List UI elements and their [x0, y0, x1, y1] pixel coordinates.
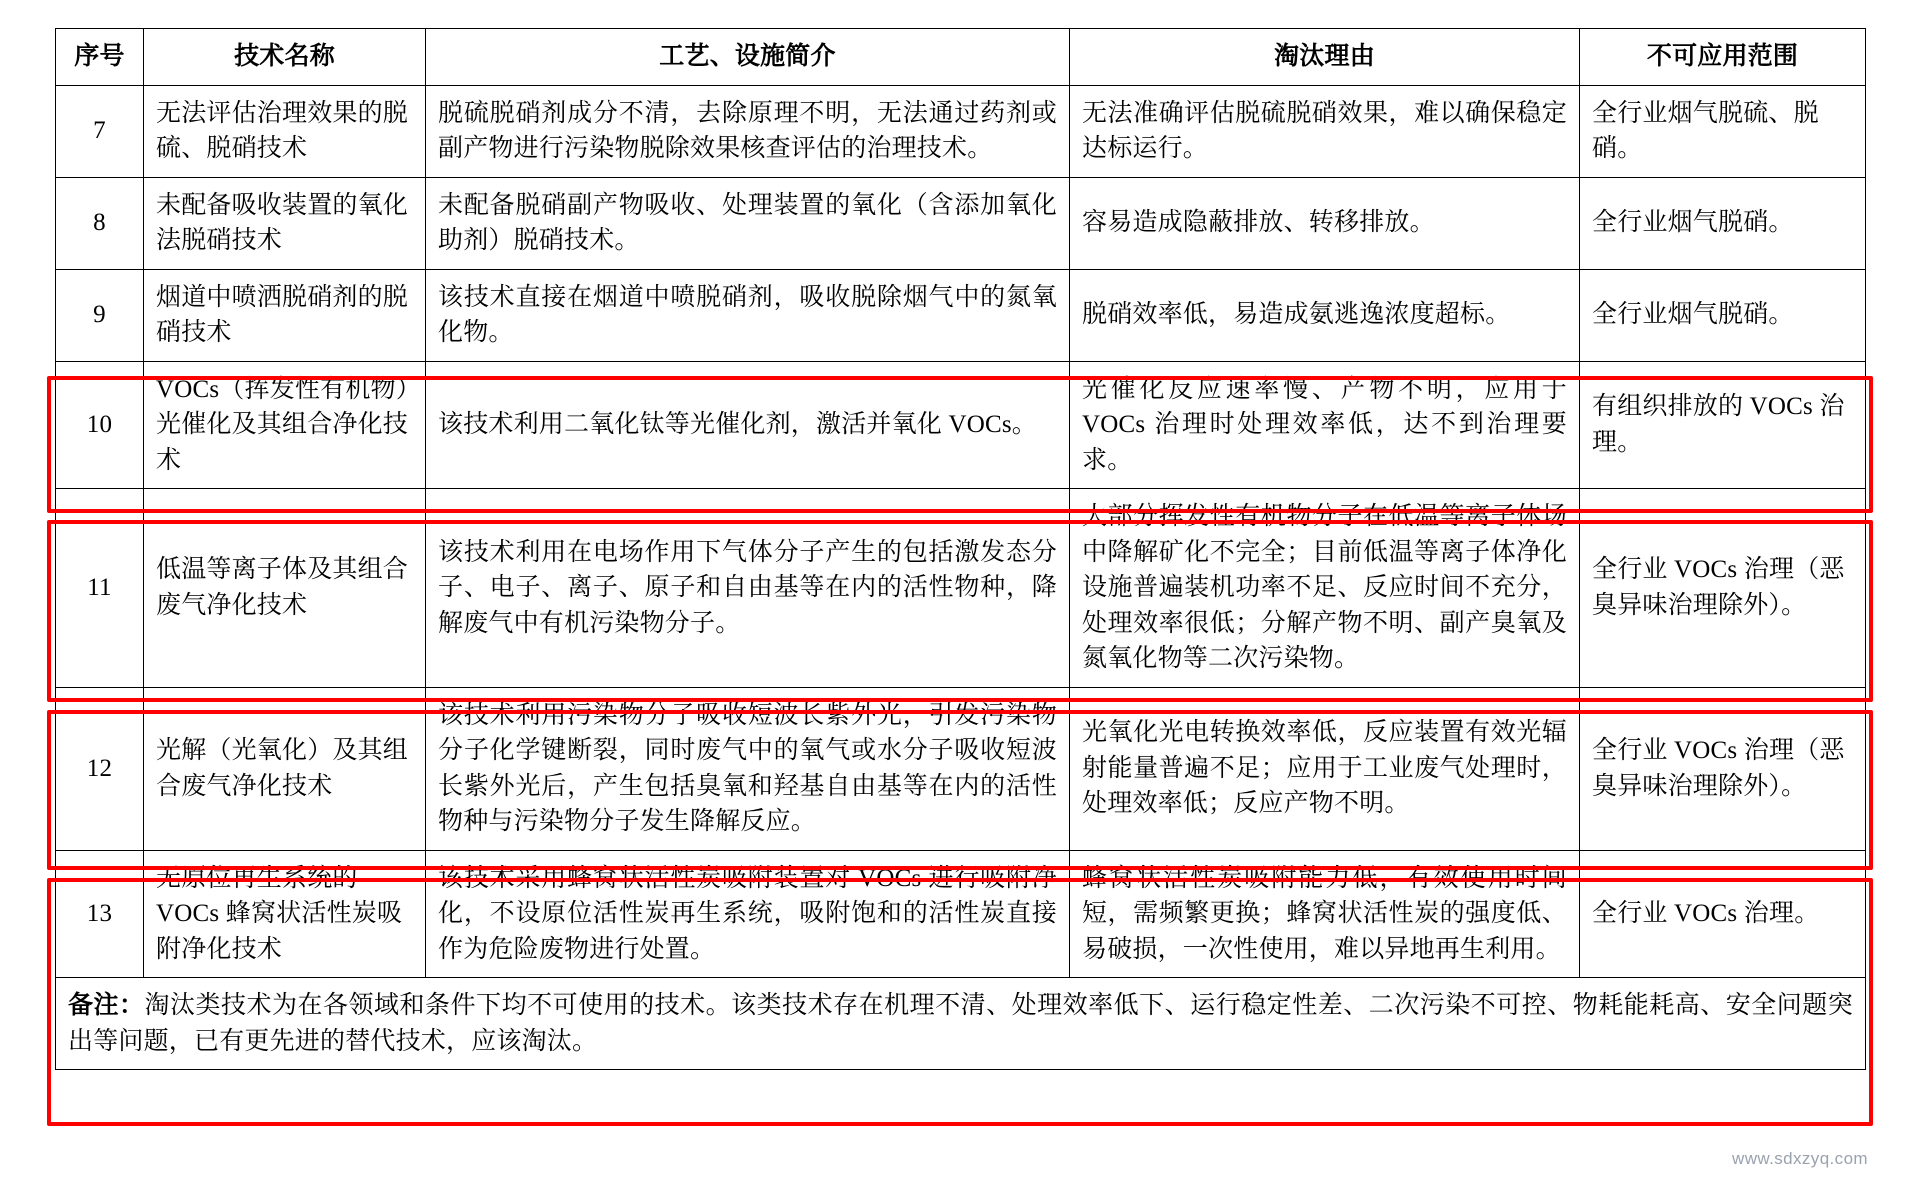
- note-cell: [56, 978, 1866, 1070]
- cell-desc: 该技术采用蜂窝状活性炭吸附装置对 VOCs 进行吸附净化，不设原位活性炭再生系统，吸附饱和的活性炭直接作为危险废物进行处置。: [426, 850, 1070, 978]
- cell-no: 11: [56, 489, 144, 688]
- cell-reason: 容易造成隐蔽排放、转移排放。: [1070, 177, 1580, 269]
- table-note-row: [56, 978, 1866, 1070]
- cell-reason: 脱硝效率低，易造成氨逃逸浓度超标。: [1070, 269, 1580, 361]
- cell-scope: 全行业烟气脱硫、脱硝。: [1580, 85, 1866, 177]
- table-row: [56, 85, 1866, 177]
- table-header-row: [56, 29, 1866, 86]
- table-row: [56, 269, 1866, 361]
- column-header-reason: 淘汰理由: [1070, 29, 1580, 86]
- cell-scope: 全行业 VOCs 治理（恶臭异味治理除外）。: [1580, 687, 1866, 850]
- cell-reason: 大部分挥发性有机物分子在低温等离子体场中降解矿化不完全；目前低温等离子体净化设施普遍装机功率不足、反应时间不充分，处理效率很低；分解产物不明、副产臭氧及氮氧化物等二次污染物。: [1070, 489, 1580, 688]
- cell-desc: 未配备脱硝副产物吸收、处理装置的氧化（含添加氧化助剂）脱硝技术。: [426, 177, 1070, 269]
- cell-name: 未配备吸收装置的氧化法脱硝技术: [144, 177, 426, 269]
- table-header: [56, 29, 1866, 86]
- cell-name: 光解（光氧化）及其组合废气净化技术: [144, 687, 426, 850]
- cell-reason: 无法准确评估脱硫脱硝效果，难以确保稳定达标运行。: [1070, 85, 1580, 177]
- table-row: [56, 177, 1866, 269]
- cell-desc: 该技术利用二氧化钛等光催化剂，激活并氧化 VOCs。: [426, 361, 1070, 489]
- column-header-no: 序号: [56, 29, 144, 86]
- table-row-highlighted: [56, 687, 1866, 850]
- table-row-highlighted: [56, 489, 1866, 688]
- cell-scope: 全行业烟气脱硝。: [1580, 177, 1866, 269]
- cell-name: 无原位再生系统的 VOCs 蜂窝状活性炭吸附净化技术: [144, 850, 426, 978]
- watermark-text: www.sdxzyq.com: [1732, 1149, 1868, 1168]
- cell-no: 13: [56, 850, 144, 978]
- column-header-scope: 不可应用范围: [1580, 29, 1866, 86]
- cell-no: 10: [56, 361, 144, 489]
- column-header-name: 技术名称: [144, 29, 426, 86]
- table-row-highlighted: [56, 850, 1866, 978]
- cell-desc: 该技术利用在电场作用下气体分子产生的包括激发态分子、电子、离子、原子和自由基等在内的活性物种，降解废气中有机污染物分子。: [426, 489, 1070, 688]
- note-text: 淘汰类技术为在各领域和条件下均不可使用的技术。该类技术存在机理不清、处理效率低下、运行稳定性差、二次污染不可控、物耗能耗高、安全问题突出等问题，已有更先进的替代技术，应该淘汰。: [68, 992, 1853, 1055]
- cell-name: 烟道中喷洒脱硝剂的脱硝技术: [144, 269, 426, 361]
- column-header-desc: 工艺、设施简介: [426, 29, 1070, 86]
- cell-no: 9: [56, 269, 144, 361]
- table-row-highlighted: [56, 361, 1866, 489]
- cell-scope: 有组织排放的 VOCs 治理。: [1580, 361, 1866, 489]
- cell-desc: 脱硫脱硝剂成分不清，去除原理不明，无法通过药剂或副产物进行污染物脱除效果核查评估的治理技术。: [426, 85, 1070, 177]
- cell-name: VOCs（挥发性有机物）光催化及其组合净化技术: [144, 361, 426, 489]
- cell-scope: 全行业烟气脱硝。: [1580, 269, 1866, 361]
- cell-name: 无法评估治理效果的脱硫、脱硝技术: [144, 85, 426, 177]
- cell-name: 低温等离子体及其组合废气净化技术: [144, 489, 426, 688]
- note-label: 备注：: [68, 992, 145, 1019]
- cell-scope: 全行业 VOCs 治理。: [1580, 850, 1866, 978]
- cell-reason: 蜂窝状活性炭吸附能力低，有效使用时间短，需频繁更换；蜂窝状活性炭的强度低、易破损，一次性使用，难以异地再生利用。: [1070, 850, 1580, 978]
- cell-desc: 该技术直接在烟道中喷脱硝剂，吸收脱除烟气中的氮氧化物。: [426, 269, 1070, 361]
- table-container: [55, 28, 1865, 1070]
- cell-scope: 全行业 VOCs 治理（恶臭异味治理除外）。: [1580, 489, 1866, 688]
- cell-reason: 光氧化光电转换效率低，反应装置有效光辐射能量普遍不足；应用于工业废气处理时，处理效率低；反应产物不明。: [1070, 687, 1580, 850]
- cell-reason: 光催化反应速率慢、产物不明，应用于 VOCs 治理时处理效率低，达不到治理要求。: [1070, 361, 1580, 489]
- eliminated-technology-table: [55, 28, 1866, 1070]
- cell-no: 7: [56, 85, 144, 177]
- cell-no: 12: [56, 687, 144, 850]
- cell-desc: 该技术利用污染物分子吸收短波长紫外光，引发污染物分子化学键断裂，同时废气中的氧气或水分子吸收短波长紫外光后，产生包括臭氧和羟基自由基等在内的活性物种与污染物分子发生降解反应。: [426, 687, 1070, 850]
- cell-no: 8: [56, 177, 144, 269]
- table-body: [56, 85, 1866, 1070]
